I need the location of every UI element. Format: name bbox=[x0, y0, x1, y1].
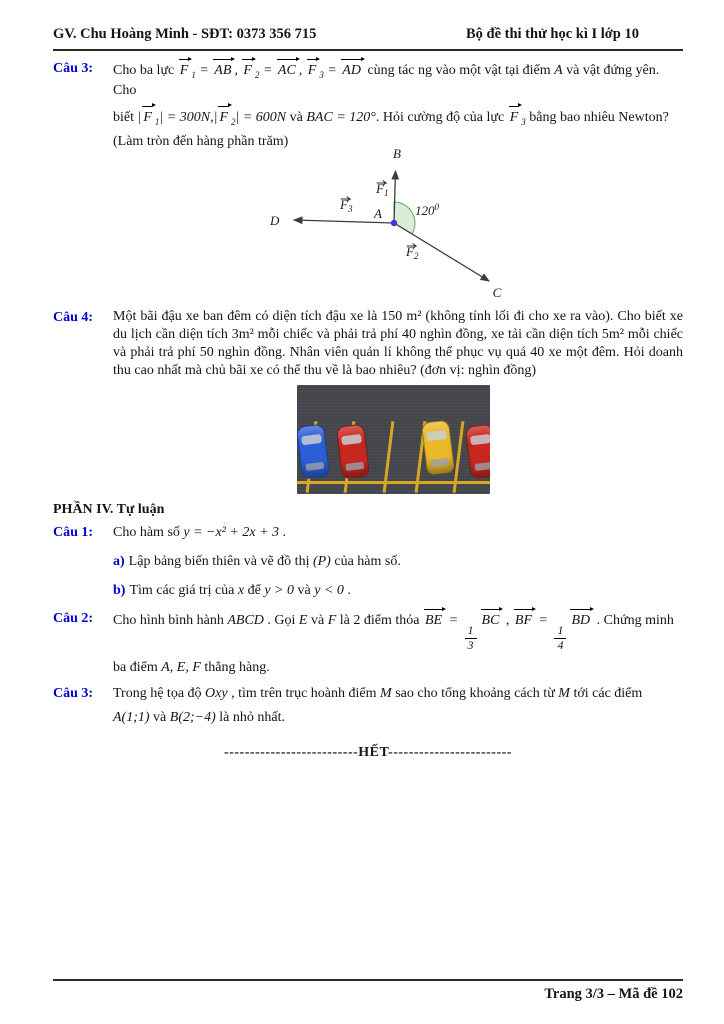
svg-text:F1: $F_1$ bbox=[376, 181, 389, 199]
q2-text: thẳng hàng. bbox=[200, 659, 270, 675]
plane-Oxy: Oxy bbox=[205, 686, 228, 702]
q1-text: . bbox=[343, 583, 351, 599]
part-a-label: a) bbox=[113, 553, 125, 569]
q2-line1 bbox=[113, 609, 683, 651]
q3-text: . Hỏi cường độ của lực bbox=[375, 109, 508, 125]
point-M: M bbox=[558, 686, 570, 702]
points-AEF: A, E, F bbox=[161, 659, 201, 675]
q3tl-text: Trong hệ tọa độ bbox=[113, 686, 206, 702]
q2-text: . Gọi bbox=[263, 613, 299, 629]
question-1-body bbox=[113, 523, 683, 602]
header-teacher-info: GV. Chu Hoàng Minh - SĐT: 0373 356 715 bbox=[53, 26, 317, 42]
page-header bbox=[53, 24, 683, 45]
q3-text: cùng tác ng vào một vật tại điểm bbox=[363, 63, 555, 79]
q3-line1 bbox=[113, 59, 683, 102]
vector-AB: AB bbox=[213, 59, 234, 81]
cond-y-gt-0: y > 0 bbox=[264, 583, 295, 599]
q2-text: ba điểm bbox=[113, 659, 162, 675]
force-diagram-svg bbox=[268, 144, 508, 302]
point-B-coords: B(2;−4) bbox=[169, 710, 216, 726]
q1-text: Cho hàm số bbox=[113, 524, 184, 540]
sub-2: 2 bbox=[231, 116, 236, 127]
var-x: x bbox=[237, 583, 245, 599]
equals: = bbox=[323, 63, 341, 79]
comma: , bbox=[234, 63, 242, 79]
q1-text: Lập bảng biến thiên và vẽ đồ thị bbox=[128, 553, 313, 569]
header-rule bbox=[53, 49, 683, 51]
q3tl-text: là nhỏ nhất. bbox=[215, 710, 285, 726]
label-D: D bbox=[270, 213, 280, 229]
q2-text: và bbox=[307, 613, 328, 629]
graph-P: (P) bbox=[312, 553, 331, 569]
point-F: F bbox=[327, 613, 337, 629]
point-E: E bbox=[298, 613, 308, 629]
vector-BC: BC bbox=[481, 609, 503, 631]
q1-part-a bbox=[113, 552, 683, 572]
q2-text: , bbox=[502, 613, 513, 629]
vector-BD: BD bbox=[570, 609, 593, 631]
q2-text: là 2 điểm thỏa bbox=[336, 613, 423, 629]
question-3-label: Câu 3: bbox=[53, 61, 94, 77]
equals: = bbox=[535, 613, 552, 629]
q3tl-text: tới các điểm bbox=[569, 686, 643, 702]
page-footer bbox=[53, 979, 683, 1005]
question-3tl-body bbox=[113, 684, 683, 729]
question-2-body bbox=[113, 609, 683, 678]
q2-text: . Chứng minh bbox=[593, 613, 674, 629]
car-red bbox=[336, 424, 370, 480]
fraction-1-3 bbox=[465, 624, 477, 651]
label-F3 bbox=[339, 197, 353, 214]
question-2-label: Câu 2: bbox=[53, 611, 94, 627]
vector-BF: BF bbox=[514, 609, 535, 631]
q2-line2 bbox=[113, 658, 683, 678]
sub-1: 1 bbox=[154, 116, 160, 127]
question-4 bbox=[53, 308, 683, 381]
question-4-label: Câu 4: bbox=[53, 309, 94, 325]
cond-y-lt-0: y < 0 bbox=[314, 583, 344, 599]
sub-3: 3 bbox=[521, 116, 526, 127]
q1-text: Tìm các giá trị của bbox=[129, 583, 238, 599]
abs-bar: | bbox=[159, 109, 164, 125]
value-300N: = 300N, bbox=[163, 109, 214, 125]
car-red-partial bbox=[465, 424, 490, 480]
question-2-essay bbox=[53, 609, 683, 678]
footer-page-number: Trang 3/3 – Mã đề 102 bbox=[544, 986, 683, 1002]
part-4-heading: PHẦN IV. Tự luận bbox=[53, 502, 165, 518]
value-600N: = 600N bbox=[239, 109, 287, 125]
q3tl-text: và bbox=[149, 710, 170, 726]
denominator: 3 bbox=[465, 638, 477, 652]
header-exam-title: Bộ đề thi thử học kì I lớp 10 bbox=[465, 26, 639, 42]
question-3-body bbox=[113, 59, 683, 152]
vector-F2: F bbox=[242, 59, 255, 81]
equals: = bbox=[195, 63, 213, 79]
abs-bar: | bbox=[213, 109, 218, 125]
question-4-body: Một bãi đậu xe ban đêm có diện tích đậu xe là 150 m² (không tính lối đi cho xe ra vào). Cho biết xe du lịch cần diện tích 3m² mỗi chiếc và phải trả phí 40 nghìn đồng, xe tải cần diện tích 5m² mỗi chiếc và phải trả phí 50 nghìn đồng. Nhân viên quản lí không thể phục vụ quá 40 xe một đêm. Hỏi doanh thu cao nhất mà chủ bãi xe có thể thu về là bao nhiêu? (đơn vị: nghìn đồng) bbox=[113, 308, 683, 379]
sub-3: 3 bbox=[319, 69, 324, 80]
sub-1: 1 bbox=[191, 69, 196, 80]
end-marker: --------------------------HẾT------------------------ bbox=[224, 744, 512, 760]
q3-line2 bbox=[113, 106, 683, 128]
q3tl-line2 bbox=[113, 708, 683, 728]
parking-lot-photo bbox=[297, 385, 490, 494]
fraction-1-4 bbox=[554, 624, 566, 651]
sub-2: 2 bbox=[254, 69, 260, 80]
comma: , bbox=[298, 63, 306, 79]
vector-BE: BE bbox=[424, 609, 445, 631]
q3tl-line1 bbox=[113, 684, 683, 704]
q1-formula: y = −x² + 2x + 3 bbox=[183, 524, 280, 540]
label-A: A bbox=[374, 206, 382, 222]
vector-F3: F bbox=[307, 59, 320, 81]
vector-F2: F bbox=[218, 106, 231, 128]
q3-text: Cho ba lực bbox=[113, 63, 178, 79]
numerator: 1 bbox=[557, 623, 564, 638]
equals: = bbox=[445, 613, 462, 629]
label-F1 bbox=[375, 181, 388, 198]
vector-F1: F bbox=[142, 106, 155, 128]
point-A: A bbox=[554, 63, 563, 79]
denominator: 4 bbox=[554, 638, 566, 652]
q2-text: Cho hình bình hành bbox=[113, 613, 228, 629]
q3-text: và vật đứng yên. Cho bbox=[113, 63, 660, 99]
question-3tl-label: Câu 3: bbox=[53, 686, 94, 702]
abs-bar: | bbox=[137, 109, 142, 125]
equals: = bbox=[259, 63, 276, 79]
label-F2 bbox=[405, 244, 419, 261]
question-3-essay bbox=[53, 684, 683, 729]
car-yellow bbox=[421, 420, 455, 476]
q1-text: và bbox=[294, 583, 315, 599]
force-diagram bbox=[268, 144, 508, 309]
numerator: 1 bbox=[467, 623, 474, 638]
svg-text:F2: $F_2$ bbox=[406, 244, 419, 262]
q3-text: và bbox=[286, 109, 307, 125]
q1-text: của hàm số. bbox=[330, 553, 401, 569]
q1-text: để bbox=[244, 583, 265, 599]
label-B: B bbox=[393, 146, 401, 162]
angle-BAC: BAC = 120° bbox=[306, 109, 376, 125]
question-3-mc bbox=[53, 59, 683, 152]
svg-text:F3: $F_3$ bbox=[340, 197, 353, 215]
vector-F3: F bbox=[509, 106, 522, 128]
part-b-label: b) bbox=[113, 583, 126, 599]
q1-part-b bbox=[113, 581, 683, 601]
question-1-label: Câu 1: bbox=[53, 524, 94, 540]
point-M: M bbox=[380, 686, 392, 702]
car-blue bbox=[297, 424, 330, 480]
q3-text: bằng bao nhiêu Newton? bbox=[525, 109, 669, 125]
point-A-dot bbox=[391, 220, 397, 226]
q1-statement bbox=[113, 523, 683, 543]
q1-text: . bbox=[279, 524, 287, 540]
vector-AC: AC bbox=[277, 59, 299, 81]
point-A-coords: A(1;1) bbox=[113, 710, 150, 726]
q3tl-text: sao cho tổng khoảng cách từ bbox=[391, 686, 559, 702]
q3-text: biết bbox=[113, 109, 138, 125]
parallelogram-ABCD: ABCD bbox=[227, 613, 264, 629]
label-angle-120: $120^0$ bbox=[415, 202, 439, 219]
abs-bar: | bbox=[235, 109, 240, 125]
vector-F1: F bbox=[179, 59, 192, 81]
q3tl-text: , tìm trên trục hoành điểm bbox=[227, 686, 381, 702]
parking-baseline bbox=[297, 481, 490, 484]
q3-line3: (Làm tròn đến hàng phần trăm) bbox=[113, 133, 289, 149]
label-C: C bbox=[492, 285, 502, 301]
vector-AD: AD bbox=[341, 59, 364, 81]
question-1-essay bbox=[53, 523, 683, 602]
